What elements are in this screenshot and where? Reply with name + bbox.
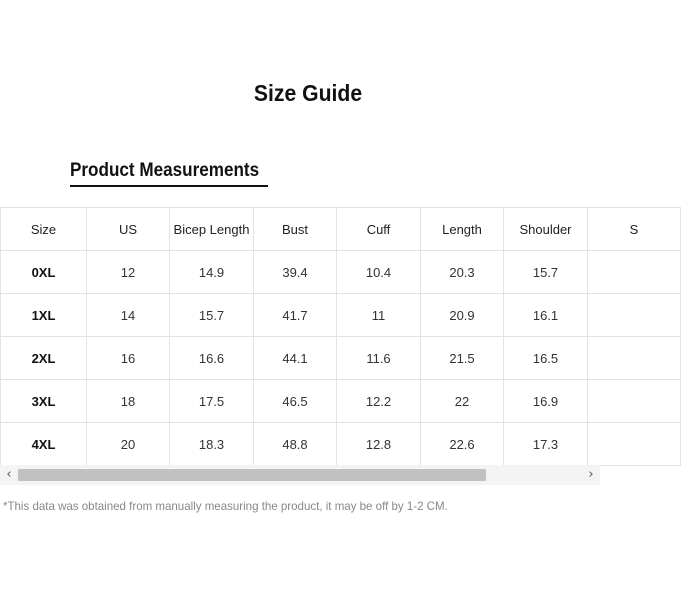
measurement-cell: 18.3 — [170, 423, 254, 466]
measurement-cell: 12.8 — [337, 423, 421, 466]
column-header: Size — [1, 208, 87, 251]
page-title: Size Guide — [253, 80, 363, 106]
measurement-cell: 15.7 — [504, 251, 588, 294]
column-header: Bicep Length — [170, 208, 254, 251]
measurement-cell: 16 — [87, 337, 170, 380]
measurement-cell: 41.7 — [254, 294, 337, 337]
measurement-cell: 22 — [421, 380, 504, 423]
measurement-cell: 15.7 — [170, 294, 254, 337]
measurement-cell: 14.9 — [170, 251, 254, 294]
section-title: Product Measurements — [70, 160, 260, 181]
measurement-cell: 44.1 — [254, 337, 337, 380]
measurement-cell — [588, 337, 681, 380]
horizontal-scrollbar[interactable] — [0, 465, 600, 485]
size-label-cell: 3XL — [1, 380, 87, 423]
measurement-cell: 17.5 — [170, 380, 254, 423]
measurement-cell: 16.9 — [504, 380, 588, 423]
column-header: US — [87, 208, 170, 251]
measurement-cell: 17.3 — [504, 423, 588, 466]
column-header: Length — [421, 208, 504, 251]
measurement-cell: 18 — [87, 380, 170, 423]
measurement-footnote: *This data was obtained from manually measuring the product, it may be off by 1-2 CM. — [3, 499, 448, 513]
column-header: Cuff — [337, 208, 421, 251]
measurement-cell: 16.6 — [170, 337, 254, 380]
table-row — [1, 294, 681, 337]
measurement-cell: 20.9 — [421, 294, 504, 337]
size-label-cell: 4XL — [1, 423, 87, 466]
measurement-cell: 46.5 — [254, 380, 337, 423]
measurement-cell: 20 — [87, 423, 170, 466]
table-row — [1, 380, 681, 423]
measurement-cell: 48.8 — [254, 423, 337, 466]
size-label-cell: 1XL — [1, 294, 87, 337]
measurement-cell: 21.5 — [421, 337, 504, 380]
measurement-cell — [588, 294, 681, 337]
measurement-cell: 22.6 — [421, 423, 504, 466]
measurement-cell: 10.4 — [337, 251, 421, 294]
table-row — [1, 423, 681, 466]
size-label-cell: 2XL — [1, 337, 87, 380]
section-underline — [70, 185, 268, 187]
measurement-table — [0, 207, 681, 466]
table-row — [1, 337, 681, 380]
scroll-right-arrow-icon[interactable]: › — [588, 467, 594, 482]
table-header-row — [1, 208, 681, 251]
measurement-cell: 12 — [87, 251, 170, 294]
measurement-cell: 11 — [337, 294, 421, 337]
measurement-cell: 16.1 — [504, 294, 588, 337]
table-row — [1, 251, 681, 294]
scrollbar-thumb[interactable] — [18, 469, 486, 481]
measurement-cell: 12.2 — [337, 380, 421, 423]
measurement-cell: 20.3 — [421, 251, 504, 294]
measurement-table-viewport[interactable] — [0, 207, 639, 465]
column-header: Shoulder — [504, 208, 588, 251]
measurement-cell: 11.6 — [337, 337, 421, 380]
scroll-left-arrow-icon[interactable]: ‹ — [6, 467, 12, 482]
measurement-cell: 14 — [87, 294, 170, 337]
measurement-cell — [588, 423, 681, 466]
measurement-cell: 16.5 — [504, 337, 588, 380]
column-header: Bust — [254, 208, 337, 251]
column-header: S — [588, 208, 681, 251]
measurement-cell — [588, 380, 681, 423]
size-label-cell: 0XL — [1, 251, 87, 294]
measurement-cell: 39.4 — [254, 251, 337, 294]
measurement-cell — [588, 251, 681, 294]
